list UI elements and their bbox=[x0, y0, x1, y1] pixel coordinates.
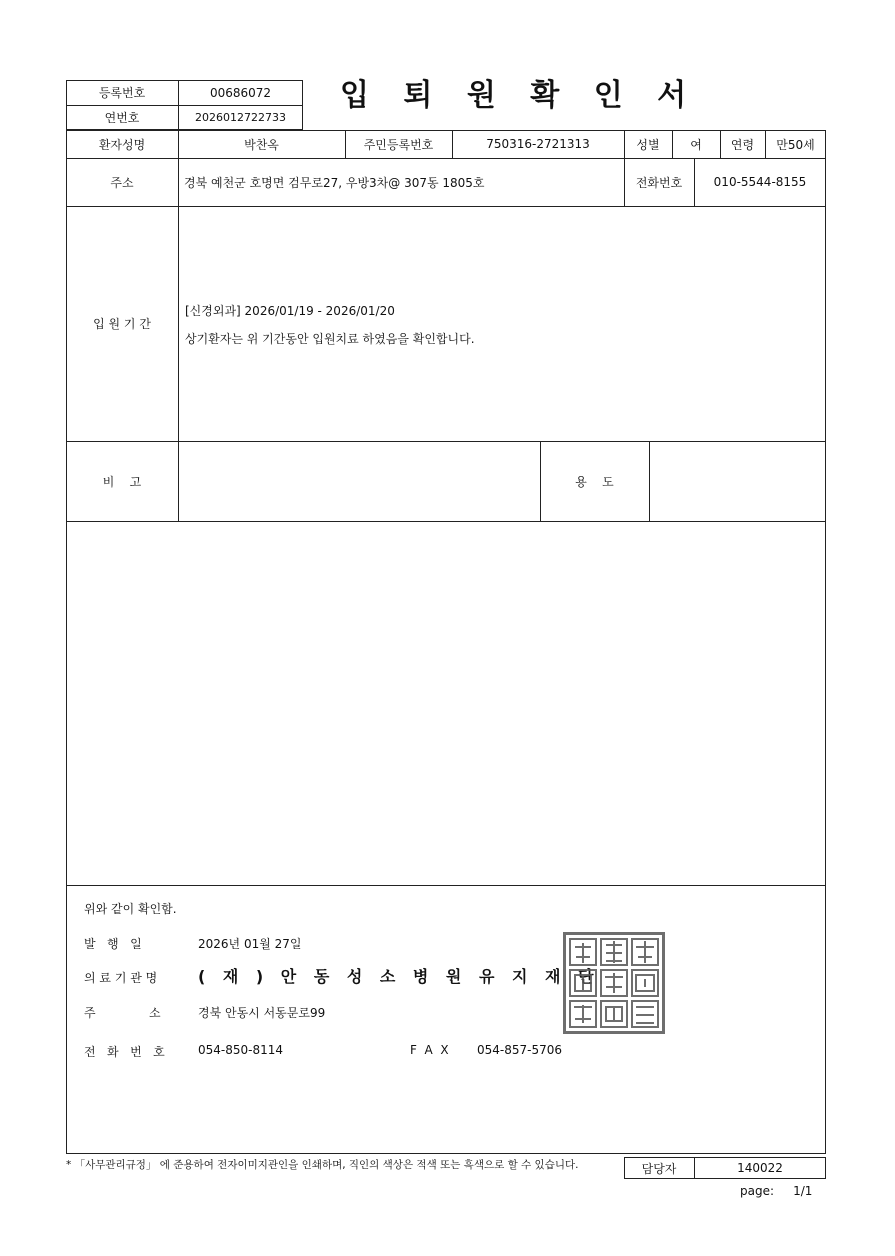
admission-period: [신경외과] 2026/01/19 - 2026/01/20 bbox=[185, 304, 395, 318]
footer-note: * 「사무관리규정」 에 준용하여 전자이미지관인을 인쇄하며, 직인의 색상은 적색 또는 흑색으로 할 수 있습니다. bbox=[66, 1159, 579, 1171]
age-value: 만50세 bbox=[776, 137, 815, 152]
issue-date-value: 2026년 01월 27일 bbox=[198, 937, 302, 951]
issuer-phone-value: 054-850-8114 bbox=[198, 1043, 284, 1057]
fax-label: F A X bbox=[410, 1043, 449, 1057]
document-title: 입 퇴 원 확 인 서 bbox=[340, 78, 699, 113]
reg-no-label: 등록번호 bbox=[98, 86, 146, 100]
seal-pattern-icon bbox=[566, 935, 662, 1031]
institution-name: ( 재 ) 안 동 성 소 병 원 유 지 재 단 bbox=[198, 967, 600, 986]
issue-date-label: 발 행 일 bbox=[84, 937, 142, 951]
phone-label: 전화번호 bbox=[635, 175, 683, 190]
rrn-label: 주민등록번호 bbox=[363, 137, 434, 152]
sex-label: 성별 bbox=[636, 137, 660, 152]
rrn-value: 750316-2721313 bbox=[486, 137, 590, 151]
official-seal-stamp bbox=[563, 932, 665, 1034]
confirm-text: 위와 같이 확인함. bbox=[84, 902, 177, 916]
staff-label: 담당자 bbox=[641, 1161, 677, 1176]
age-label: 연령 bbox=[730, 137, 755, 152]
patient-name-value: 박찬옥 bbox=[244, 137, 279, 152]
admission-label: 입 원 기 간 bbox=[93, 317, 151, 331]
staff-value: 140022 bbox=[737, 1161, 783, 1175]
reg-no-value: 00686072 bbox=[209, 85, 272, 100]
main-form-frame bbox=[66, 130, 826, 1154]
address-label: 주소 bbox=[110, 175, 134, 190]
sex-value: 여 bbox=[690, 137, 702, 152]
patient-name-label: 환자성명 bbox=[98, 137, 146, 152]
serial-label: 연번호 bbox=[104, 111, 140, 125]
phone-value: 010-5544-8155 bbox=[713, 175, 807, 189]
usage-label: 용 도 bbox=[575, 474, 614, 489]
fax-value: 054-857-5706 bbox=[477, 1043, 563, 1057]
page-indicator: page: 1/1 bbox=[740, 1184, 813, 1198]
institution-label: 의 료 기 관 명 bbox=[84, 971, 158, 985]
issuer-address-label: 주 소 bbox=[84, 1006, 161, 1020]
admission-statement: 상기환자는 위 기간동안 입원치료 하였음을 확인합니다. bbox=[185, 332, 475, 346]
remarks-label: 비 고 bbox=[102, 474, 142, 489]
issuer-phone-label: 전 화 번 호 bbox=[84, 1045, 165, 1059]
issuer-address-value: 경북 안동시 서동문로99 bbox=[198, 1006, 326, 1020]
address-value: 경북 예천군 호명면 검무로27, 우방3차@ 307동 1805호 bbox=[184, 175, 485, 190]
serial-value: 2026012722733 bbox=[195, 111, 286, 124]
